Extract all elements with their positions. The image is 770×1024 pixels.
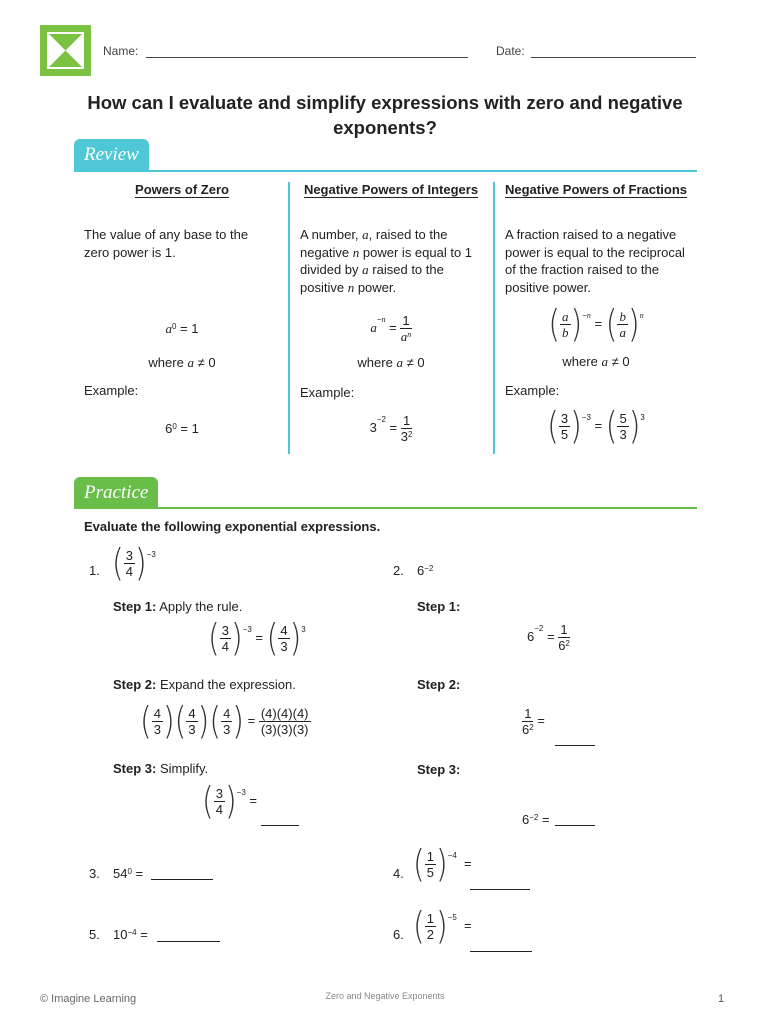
- integers-example: $3^{-2}$ = $\frac{1}{3^2}$: [369, 413, 413, 444]
- col-fractions-desc: A fraction raised to a negative power is equal to the reciprocal of the fraction raised to the positive power.: [505, 227, 685, 295]
- p2-step1: Step 1:: [417, 599, 461, 614]
- integers-rule-formula: $a^{-n}$ = $\frac{1}{a^n}$: [370, 313, 412, 344]
- fractions-example: ( $\frac{3}{5}$ ) $^{-3}$ = ( $\frac{5}{3}$ ) $^3$: [547, 404, 645, 448]
- p2-step2-math: $\frac{1}{6^2}$ =: [522, 706, 545, 737]
- p1-step2: Step 2: Expand the expression.: [113, 677, 296, 692]
- col-zero-head: Powers of Zero: [135, 182, 229, 197]
- practice-tab: Practice: [74, 477, 158, 509]
- problem-6-expr: ( $\frac{1}{2}$ ) $^{-5}$ =: [413, 904, 472, 948]
- name-label: Name:: [103, 44, 139, 58]
- p1-step3: Step 3: Simplify.: [113, 761, 209, 776]
- integers-where: where a ≠ 0: [357, 355, 425, 370]
- p2-step1-math: $6^{-2}$ = $\frac{1}{6^2}$: [527, 622, 570, 653]
- fractions-example-label: Example:: [505, 383, 560, 398]
- col-zero-desc: The value of any base to the zero power is 1.: [84, 227, 249, 260]
- problem-2-expr: $6^{-2}$: [417, 563, 434, 578]
- divider: [493, 182, 495, 454]
- p6-answer-blank[interactable]: [470, 938, 532, 952]
- col-integers-head: Negative Powers of Integers: [303, 182, 479, 197]
- problem-3-expr: $54^0$ =: [113, 866, 144, 881]
- footer-copyright: © Imagine Learning: [40, 993, 137, 1005]
- zero-example-label: Example:: [84, 383, 139, 398]
- p2-step2: Step 2:: [417, 677, 461, 692]
- brand-logo: [40, 25, 91, 76]
- integers-example-label: Example:: [300, 385, 355, 400]
- problem-5-number: 5.: [89, 927, 100, 942]
- problem-6-number: 6.: [393, 927, 404, 942]
- p1-step2-math: ( $\frac{4}{3}$ ) ( $\frac{4}{3}$ ) ( $\frac{4}{3}$ ) = $\frac{(4)(4)(4)}{(3)(3)(3)}$: [140, 699, 309, 743]
- p5-answer-blank[interactable]: [157, 928, 220, 942]
- p3-answer-blank[interactable]: [151, 866, 213, 880]
- page-number: 1: [718, 993, 725, 1005]
- review-tab: Review: [74, 139, 149, 171]
- problem-1-number: 1.: [89, 563, 100, 578]
- problem-2-number: 2.: [393, 563, 404, 578]
- review-rule: [74, 170, 697, 172]
- fractions-where: where a ≠ 0: [562, 354, 630, 369]
- problem-4-expr: ( $\frac{1}{5}$ ) $^{-4}$ =: [413, 842, 472, 886]
- p2-step3-math: $6^{-2}$ =: [522, 812, 550, 827]
- p4-answer-blank[interactable]: [470, 876, 530, 890]
- divider: [288, 182, 290, 454]
- zero-rule-formula: $a^0 = 1$: [165, 321, 199, 336]
- p1-step3-math: ( $\frac{3}{4}$ ) $^{-3}$ =: [202, 779, 258, 823]
- problem-4-number: 4.: [393, 866, 404, 881]
- name-field[interactable]: [146, 44, 468, 58]
- p1-step1: Step 1: Apply the rule.: [113, 599, 243, 614]
- practice-instruction: Evaluate the following exponential expressions.: [84, 519, 381, 534]
- date-field[interactable]: [531, 44, 696, 58]
- problem-3-number: 3.: [89, 866, 100, 881]
- zero-example: $6^0 = 1$: [165, 421, 199, 436]
- p2-step3: Step 3:: [417, 762, 461, 777]
- page-title: How can I evaluate and simplify expressions with zero and negative exponents?: [87, 92, 683, 138]
- p2-step2-blank[interactable]: [555, 732, 595, 746]
- zero-where: where a ≠ 0: [148, 355, 216, 370]
- fractions-rule-formula: ( $\frac{a}{b}$ ) $^{-n}$ = ( $\frac{b}{a}$ ) $^n$: [548, 302, 644, 346]
- footer-title: Zero and Negative Exponents: [325, 991, 445, 1001]
- practice-rule: [74, 507, 697, 509]
- col-integers-desc: A number, a, raised to the negative n power is equal to 1 divided by a raised to the positive n power.: [300, 227, 473, 295]
- date-label: Date:: [496, 44, 525, 58]
- problem-1-expr: ( $\frac{3}{4}$ ) $^{-3}$: [112, 541, 156, 585]
- problem-5-expr: $10^{-4}$ =: [113, 927, 148, 942]
- p1-step1-math: ( $\frac{3}{4}$ ) $^{-3}$ = ( $\frac{4}{3}$ ) $^3$: [208, 616, 306, 660]
- col-fractions-head: Negative Powers of Fractions: [504, 182, 688, 197]
- p2-answer-blank[interactable]: [555, 812, 595, 826]
- p1-answer-blank[interactable]: [261, 812, 299, 826]
